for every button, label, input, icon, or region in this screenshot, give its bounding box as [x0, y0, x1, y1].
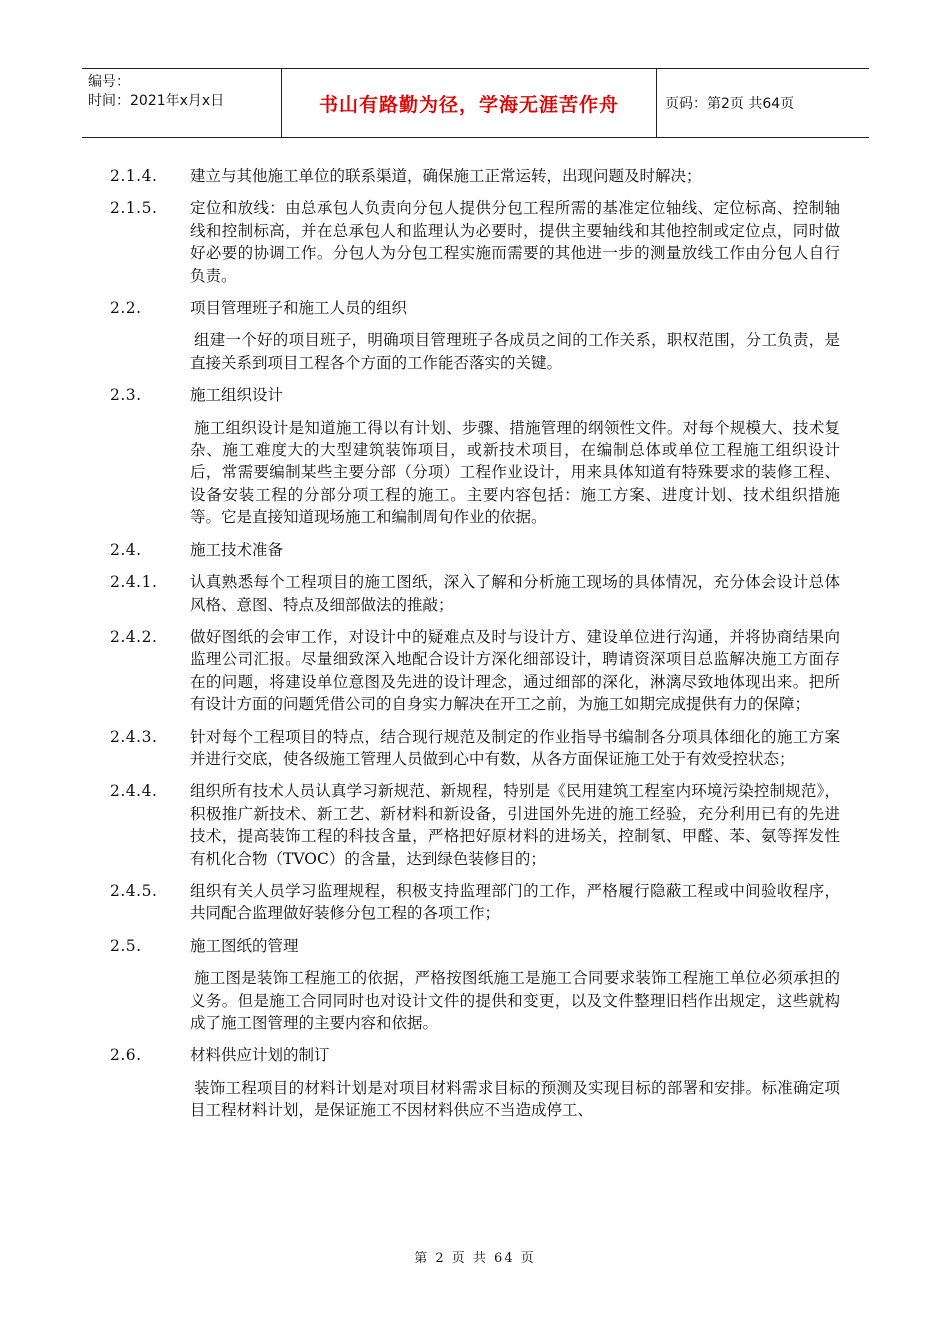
- section-number: 2.4.3.: [110, 727, 158, 746]
- body-paragraph: 施工图是装饰工程施工的依据，严格按图纸施工是施工合同要求装饰工程施工单位必须承担的义务。但是施工合同同时也对设计文件的提供和变更，以及文件整理旧档作出规定，这些就构成了施工图管理的主要内容和依据。: [190, 969, 840, 1032]
- section-number: 2.6.: [110, 1046, 142, 1065]
- section-text: 组织所有技术人员认真学习新规范、新规程，特别是《民用建筑工程室内环境污染控制规范》，积极推广新技术、新工艺、新材料和新设备，引进国外先进的施工经验，充分利用已有的先进技术，提高装饰工程的科技含量，严格把好原材料的进场关，控制氡、甲醛、苯、氨等挥发性有机化合物（TVOC）的含量，达到绿色装修目的；: [190, 782, 840, 868]
- section-text: 项目管理班子和施工人员的组织: [190, 299, 408, 318]
- section-text: 认真熟悉每个工程项目的施工图纸，深入了解和分析施工现场的具体情况，充分体会设计总体风格、意图、特点及细部做法的推敲；: [190, 573, 840, 614]
- section-item: [110, 197, 840, 287]
- section-number: 2.4.2.: [110, 627, 158, 646]
- section-number: 2.1.4.: [110, 167, 158, 185]
- section-item: [110, 626, 840, 716]
- section-text: 施工组织设计: [190, 386, 284, 405]
- document-body: [110, 165, 840, 1132]
- section-text: 定位和放线：由总承包人负责向分包人提供分包工程所需的基准定位轴线、定位标高、控制轴线和控制标高，并在总承包人和监理认为必要时，提供主要轴线和其他控制或定位点，同时做好必要的协调工作。分包人为分包工程实施而需要的其他进一步的测量放线工作由分包人自行负责。: [190, 199, 840, 285]
- section-text: 做好图纸的会审工作，对设计中的疑难点及时与设计方、建设单位进行沟通，并将协商结果向监理公司汇报。尽量细致深入地配合设计方深化细部设计，聘请资深项目总监解决施工方面存在的问题，将建设单位意图及先进的设计理念，通过细部的深化，淋漓尽致地体现出来。把所有设计方面的问题凭借公司的自身实力解决在开工之前，为施工如期完成提供有力的保障；: [190, 627, 840, 714]
- section-number: 2.4.1.: [110, 573, 158, 592]
- section-number: 2.5.: [110, 936, 142, 955]
- time-label: 时间：2021年x月x日: [88, 93, 225, 109]
- header-motto: 书山有路勤为径，学海无涯苦作舟: [282, 69, 657, 137]
- section-item: [110, 780, 840, 870]
- section-text: 组织有关人员学习监理规程，积极支持监理部门的工作，严格履行隐蔽工程或中间验收程序，共同配合监理做好装修分包工程的各项工作；: [190, 881, 840, 923]
- section-item: [110, 935, 840, 957]
- section-number: 2.4.5.: [110, 881, 158, 900]
- section-text: 施工图纸的管理: [190, 936, 299, 955]
- header-meta: [82, 69, 282, 137]
- body-paragraph: 装饰工程项目的材料计划是对项目材料需求目标的预测及实现目标的部署和安排。标准确定项目工程材料计划，是保证施工不因材料供应不当造成停工、: [190, 1078, 840, 1120]
- section-item: [110, 384, 840, 406]
- page-footer: 第 2 页 共 64 页: [414, 1251, 536, 1266]
- section-number: 2.3.: [110, 386, 142, 405]
- body-paragraph: 组建一个好的项目班子，明确项目管理班子各成员之间的工作关系，职权范围，分工负责，是直接关系到项目工程各个方面的工作能否落实的关键。: [190, 331, 840, 372]
- section-item: [110, 726, 840, 771]
- section-text: 建立与其他施工单位的联系渠道，确保施工正常运转，出现问题及时解决；: [190, 167, 702, 185]
- section-item: [110, 539, 840, 561]
- section-number: 2.4.4.: [110, 782, 158, 801]
- section-text: 材料供应计划的制订: [190, 1046, 330, 1065]
- page-header: [82, 68, 869, 138]
- section-text: 针对每个工程项目的特点，结合现行规范及制定的作业指导书编制各分项具体细化的施工方案并进行交底，使各级施工管理人员做到心中有数，从各方面保证施工处于有效受控状态；: [190, 727, 840, 768]
- body-paragraph: 施工组织设计是知道施工得以有计划、步骤、措施管理的纲领性文件。对每个规模大、技术复杂、施工难度大的大型建筑装饰项目，或新技术项目，在编制总体或单位工程施工组织设计后，常需要编制某些主要分部（分项）工程作业设计，用来具体知道有特殊要求的装修工程、设备安装工程的分部分项工程的施工。主要内容包括：施工方案、进度计划、技术组织措施等。它是直接知道现场施工和编制周旬作业的依据。: [190, 418, 840, 527]
- section-text: 施工技术准备: [190, 540, 284, 559]
- section-item: [110, 880, 840, 925]
- section-number: 2.4.: [110, 540, 142, 559]
- section-item: [110, 1044, 840, 1066]
- section-number: 2.1.5.: [110, 199, 158, 218]
- header-page-info: 页码：第2页 共64页: [665, 96, 795, 112]
- section-item: [110, 571, 840, 616]
- section-item: [110, 297, 840, 319]
- number-label: 编号：: [88, 74, 130, 90]
- section-item: [110, 165, 840, 187]
- section-number: 2.2.: [110, 299, 142, 318]
